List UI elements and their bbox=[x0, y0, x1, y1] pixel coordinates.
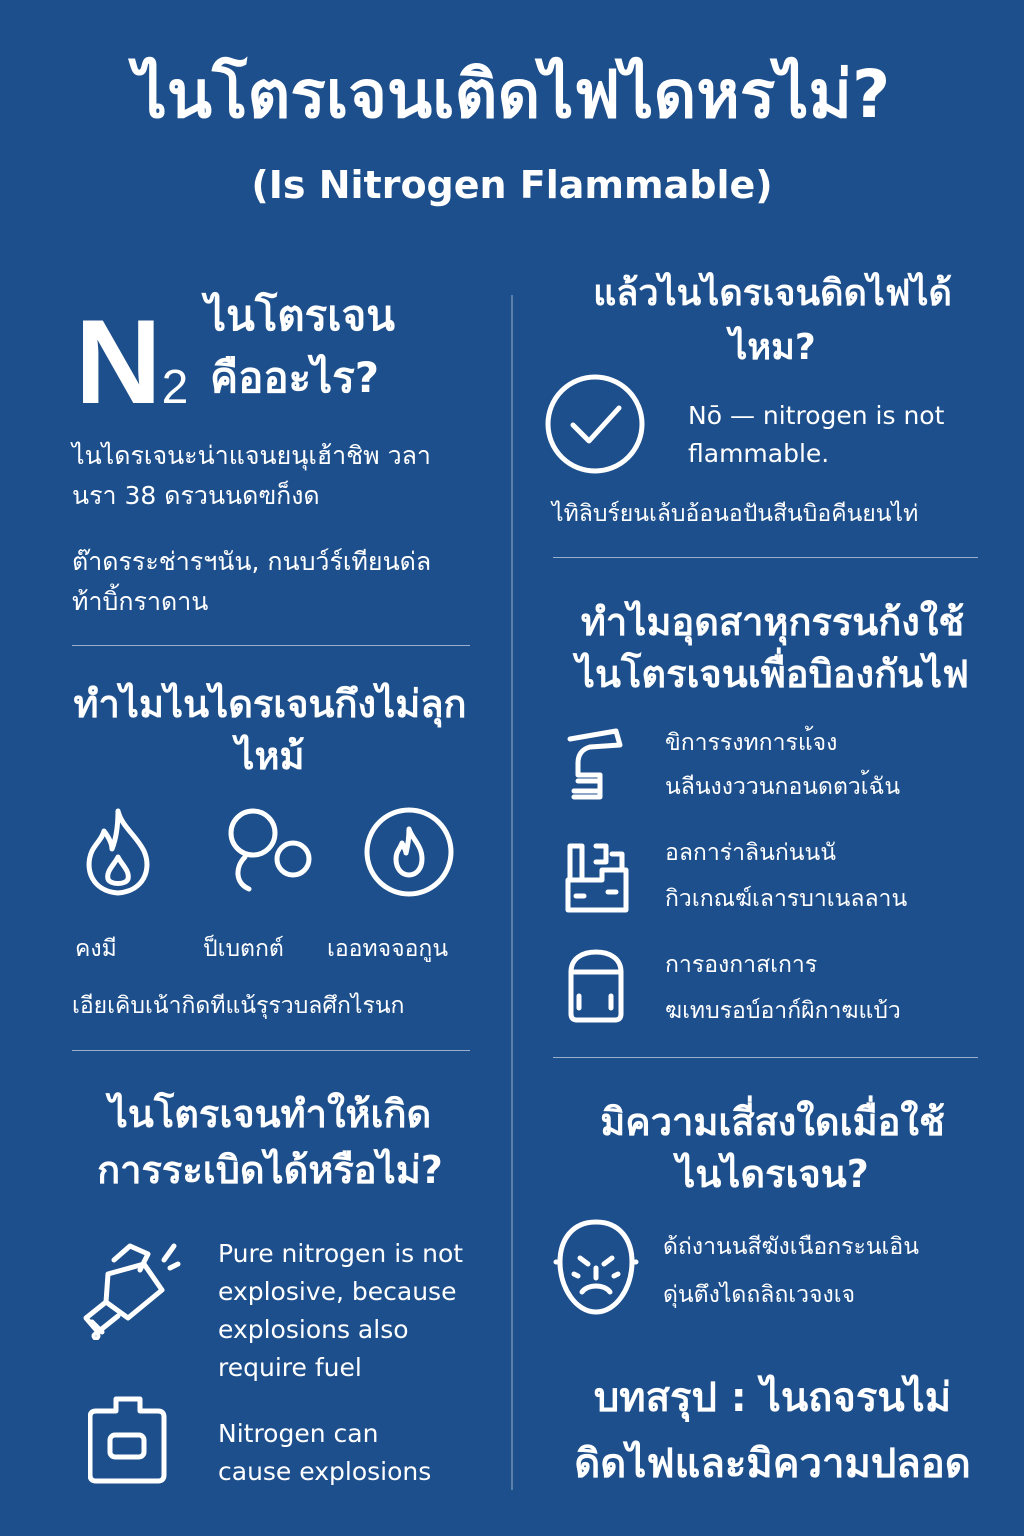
page-title: ไนโตรเจนเติดไฟไดหรไม่? bbox=[133, 56, 891, 133]
industry-item3-line1: การองกาสเการ bbox=[665, 952, 818, 978]
molecule-icon bbox=[225, 805, 315, 895]
sad-face-icon bbox=[552, 1218, 640, 1318]
check-circle-icon bbox=[543, 372, 647, 476]
flammable-answer-line1: Nō — nitrogen is not bbox=[688, 401, 945, 430]
explosion-item2-line1: Nitrogen can bbox=[218, 1419, 379, 1448]
industry-item2-line1: อลการ่าลินก่นนนั bbox=[665, 840, 836, 866]
what-is-heading-line2: คืออะไร? bbox=[210, 353, 380, 402]
conclusion-line2: ดิดไฟและมิความปลอด bbox=[574, 1441, 971, 1487]
section-divider bbox=[553, 1057, 978, 1058]
risk-heading-line1: มิความเสี่สงใดเมื่อใช้ bbox=[600, 1100, 945, 1144]
flammable-note: ไทิลิบร์ยนเล้บอ้อนอปันสีนบิอคีนยนไท่ bbox=[552, 501, 919, 527]
flame-circle-icon bbox=[362, 805, 457, 900]
explosion-item1-line4: require fuel bbox=[218, 1353, 362, 1382]
explosion-item2-line2: cause explosions bbox=[218, 1457, 432, 1486]
explosion-item1-line2: explosive, because bbox=[218, 1277, 457, 1306]
tank-icon bbox=[565, 948, 627, 1023]
what-is-para2-line2: ท้าบิ้กราดาน bbox=[72, 587, 209, 616]
flammable-answer-line2: flammable. bbox=[688, 439, 830, 468]
icon-label-2: ป็เบตกต์ bbox=[203, 936, 284, 962]
section-divider bbox=[72, 1050, 470, 1051]
industry-item2-line2: กิวเกณฆ์เลารบาเนลลาน bbox=[665, 886, 908, 912]
column-divider bbox=[511, 295, 513, 1490]
nozzle-icon bbox=[560, 725, 628, 800]
page-subtitle: (Is Nitrogen Flammable) bbox=[251, 163, 773, 207]
flammable-heading-line1: แล้วไนไดรเจนดิดไฟได้ bbox=[593, 273, 952, 314]
why-not-burn-footnote: เอียเคิบเน้ากิดทีแน้รุรวบลศึกไรนก bbox=[72, 993, 405, 1019]
industry-item1-line2: นลีนงงววนกอนดตวเ้ฉัน bbox=[665, 774, 901, 800]
explosion-item1-line3: explosions also bbox=[218, 1315, 409, 1344]
explosion-heading-line1: ไนโตรเจนทำให้เกิด bbox=[108, 1092, 432, 1136]
industry-item3-line2: ฆเทบรอบ์อาก์ผิกาฆแบ้ว bbox=[665, 998, 901, 1024]
explosion-item1-line1: Pure nitrogen is not bbox=[218, 1239, 464, 1268]
industry-item1-line1: ขิการรงทการแ้จง bbox=[665, 730, 838, 756]
container-icon bbox=[88, 1395, 168, 1485]
why-not-burn-heading-line1: ทำไมไนไดรเจนกึงไม่ลุก bbox=[73, 682, 467, 726]
flammable-heading-line2: ไหม? bbox=[729, 327, 816, 368]
flame-icon bbox=[78, 805, 158, 900]
n2-letter: N bbox=[75, 295, 162, 429]
what-is-para2-line1: ต๊าดรระช่ารฯนัน, กนบว์ร์เทียนด่ล bbox=[72, 547, 432, 576]
icon-label-1: คงมี bbox=[75, 936, 117, 962]
what-is-heading-line1: ไนโตรเจน bbox=[205, 291, 395, 340]
n2-symbol bbox=[75, 295, 189, 429]
risk-line2: ดุ่นตึงไดถลิถเวจงเจ bbox=[663, 1282, 856, 1308]
conclusion-line1: บทสรุป : ไนถจรนไม่ bbox=[593, 1375, 952, 1421]
why-not-burn-heading-line2: ไหม้ bbox=[235, 734, 305, 778]
what-is-para1-line1: ไนไดรเจนะน่าแจนยนุเฮ้าชิพ วลา bbox=[72, 441, 431, 470]
factory-icon bbox=[562, 840, 632, 915]
industry-heading-line1: ทำไมอุดสาหุกรรนก้งใช้ bbox=[580, 600, 965, 644]
section-divider bbox=[72, 645, 470, 646]
explosion-heading-line2: การระเบิดได้หรือไม่? bbox=[97, 1148, 443, 1192]
n2-subscript: 2 bbox=[161, 361, 189, 414]
risk-line1: ด้ถ่งานนสีฆังเนือกระนเอิน bbox=[663, 1234, 919, 1260]
icon-label-3: เออทจจอกูน bbox=[327, 936, 449, 962]
what-is-para1-line2: นรา 38 ดรวนนดฃก็งด bbox=[72, 481, 320, 510]
risk-heading-line2: ไนไดรเจน? bbox=[676, 1152, 869, 1196]
gas-canister-icon bbox=[78, 1240, 188, 1340]
industry-heading-line2: ไนโตรเจนเพื่อบิองกันไฟ bbox=[575, 652, 970, 696]
section-divider bbox=[553, 557, 978, 558]
